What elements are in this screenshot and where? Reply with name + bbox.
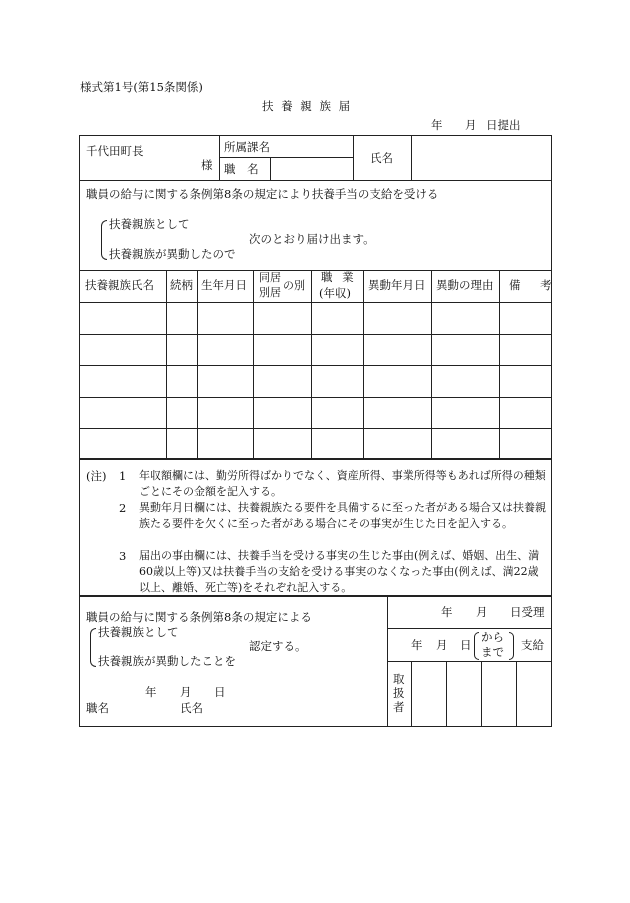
pay-right-brace	[509, 632, 514, 660]
position-field[interactable]	[272, 158, 352, 179]
statement-line: 職員の給与に関する条例第8条の規定により扶養手当の支給を受ける	[86, 187, 439, 201]
handler-stamp-cell[interactable]	[482, 662, 515, 726]
receipt-day-label: 日受理	[510, 605, 545, 619]
handler-stamp-cell[interactable]	[517, 662, 551, 726]
statement-option-changed: 扶養親族が異動したので	[109, 247, 236, 261]
pay-from-label: から	[481, 630, 504, 644]
table-row[interactable]	[80, 366, 551, 396]
submit-day-label: 日提出	[486, 118, 521, 132]
col-cohabit-top: 同居	[259, 271, 281, 284]
table-row[interactable]	[80, 429, 551, 458]
pay-month-label: 月	[436, 638, 448, 652]
approval-tail: 認定する。	[249, 639, 307, 653]
position-label: 職 名	[224, 162, 263, 176]
col-relation: 続柄	[170, 278, 193, 292]
table-row[interactable]	[80, 303, 551, 333]
handler-label: 取扱者	[393, 672, 405, 714]
receipt-month-label: 月	[476, 605, 488, 619]
form-number: 様式第1号(第15条関係)	[80, 80, 203, 94]
submit-year-label: 年	[431, 118, 443, 132]
handler-stamp-cell[interactable]	[447, 662, 480, 726]
notes-label: (注)	[86, 469, 107, 483]
note-text: 年収額欄には、勤労所得ばかりでなく、資産所得、事業所得等もあれば所得の種類ごとにその金額を記入する。	[139, 469, 546, 498]
approval-brace	[90, 628, 96, 667]
approval-year-label: 年	[145, 685, 157, 699]
col-change-reason: 異動の理由	[436, 278, 494, 292]
approver-position-label: 職名	[86, 701, 109, 715]
statement-brace	[101, 220, 107, 260]
name-field[interactable]	[412, 136, 551, 179]
approver-name-label: 氏名	[180, 701, 203, 715]
note-text: 異動年月日欄には、扶養親族たる要件を具備するに至った者がある場合又は扶養親族たる要件を欠くに至った者がある場合にその事実が生じた日を記入する。	[139, 501, 546, 530]
department-label: 所属課名	[224, 140, 270, 154]
approval-month-label: 月	[180, 685, 192, 699]
col-cohabit-suffix: の別	[283, 279, 305, 292]
addressee-name: 千代田町長	[86, 144, 144, 158]
submit-month-label: 月	[465, 118, 477, 132]
pay-label: 支給	[521, 638, 544, 652]
addressee-honorific: 様	[201, 158, 213, 172]
note-number: 2	[119, 501, 127, 515]
approval-line: 職員の給与に関する条例第8条の規定による	[86, 610, 312, 624]
col-income: (年収)	[319, 286, 351, 300]
col-birthdate: 生年月日	[201, 278, 247, 292]
pay-year-label: 年	[411, 638, 423, 652]
name-label: 氏名	[370, 151, 393, 165]
pay-left-brace	[474, 632, 479, 660]
col-occupation: 職 業	[321, 270, 357, 284]
pay-day-label: 日	[460, 638, 472, 652]
table-row[interactable]	[80, 398, 551, 427]
pay-until-label: まで	[481, 645, 504, 659]
table-row[interactable]	[80, 335, 551, 364]
form-title: 扶 養 親 族 届	[262, 99, 353, 113]
approval-option-changed: 扶養親族が異動したことを	[98, 654, 236, 668]
receipt-year-label: 年	[441, 605, 453, 619]
col-remarks: 備 考	[509, 278, 560, 292]
note-number: 1	[119, 469, 127, 483]
statement-tail: 次のとおり届け出ます。	[249, 232, 375, 246]
approval-option-dependent: 扶養親族として	[98, 625, 179, 639]
col-cohabit-bottom: 別居	[259, 286, 281, 299]
department-field[interactable]	[272, 136, 352, 156]
col-change-date: 異動年月日	[368, 278, 426, 292]
note-text: 届出の事由欄には、扶養手当を受ける事実の生じた事由(例えば、婚姻、出生、満60歳以上等)又は扶養手当の支給を受ける事実のなくなった事由(例えば、満22歳以上、離婚、死亡等)をそれぞれ記入する。	[139, 549, 540, 594]
handler-stamp-cell[interactable]	[412, 662, 445, 726]
statement-option-dependent: 扶養親族として	[109, 217, 190, 231]
approval-day-label: 日	[214, 685, 226, 699]
note-number: 3	[119, 549, 127, 563]
col-dependent-name: 扶養親族氏名	[85, 278, 154, 292]
